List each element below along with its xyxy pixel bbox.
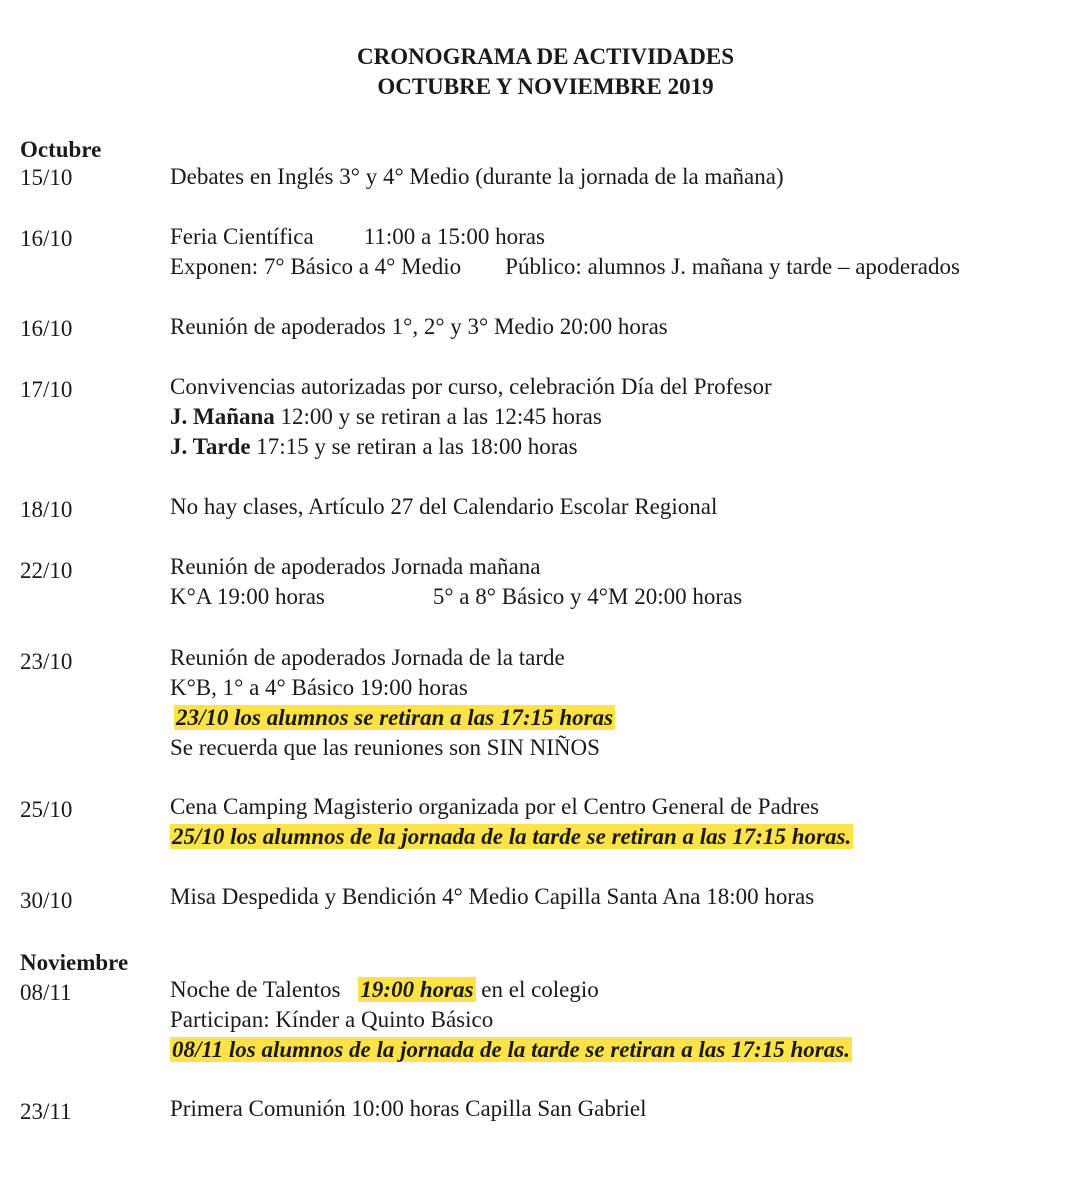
- event-date: 18/10: [20, 497, 73, 522]
- event-description: [170, 162, 784, 192]
- month-heading-november: Noviembre: [20, 950, 129, 975]
- event-line: Primera Comunión 10:00 horas Capilla San Gabriel: [170, 1096, 647, 1121]
- event-line: Misa Despedida y Bendición 4° Medio Capilla Santa Ana 18:00 horas: [170, 884, 815, 909]
- event-line: Feria Científica: [170, 224, 314, 249]
- event-line: Reunión de apoderados Jornada mañana: [170, 554, 541, 579]
- event-date: 17/10: [20, 377, 73, 402]
- event-line: Noche de Talentos: [170, 977, 341, 1002]
- event-date: 16/10: [20, 316, 73, 341]
- event-description: [170, 1094, 647, 1124]
- event-date: 15/10: [20, 165, 73, 190]
- event-line: Cena Camping Magisterio organizada por el Centro General de Padres: [170, 794, 820, 819]
- event-line: No hay clases, Artículo 27 del Calendario Escolar Regional: [170, 494, 718, 519]
- event-line: Exponen: 7° Básico a 4° Medio: [170, 254, 462, 279]
- event-date: 23/10: [20, 649, 73, 674]
- event-line: Reunión de apoderados Jornada de la tarde: [170, 645, 565, 670]
- event-line: Debates en Inglés 3° y 4° Medio (durante la jornada de la mañana): [170, 164, 784, 189]
- event-line: 12:00 y se retiran a las 12:45 horas: [274, 404, 602, 429]
- event-line: Reunión de apoderados 1°, 2° y 3° Medio 20:00 horas: [170, 314, 668, 339]
- event-line: 5° a 8° Básico y 4°M 20:00 horas: [432, 584, 743, 609]
- event-description: [170, 372, 772, 462]
- event-description: [170, 492, 717, 522]
- event-date: 23/11: [20, 1099, 72, 1124]
- event-date: 08/11: [20, 980, 72, 1005]
- event-line: en el colegio: [475, 977, 599, 1002]
- page-subtitle: OCTUBRE Y NOVIEMBRE 2019: [377, 74, 714, 99]
- event-line: Público: alumnos J. mañana y tarde – apoderados: [505, 254, 960, 279]
- event-date: 25/10: [20, 797, 73, 822]
- event-line: K°A 19:00 horas: [170, 584, 325, 609]
- highlighted-notice: 23/10 los alumnos se retiran a las 17:15 horas: [176, 705, 614, 730]
- event-description: [170, 312, 668, 342]
- event-date: 30/10: [20, 888, 73, 913]
- highlighted-notice: 25/10 los alumnos de la jornada de la tarde se retiran a las 17:15 horas.: [172, 824, 852, 849]
- event-line-bold: J. Mañana: [170, 404, 275, 429]
- month-heading-october: Octubre: [20, 137, 102, 162]
- event-date: 22/10: [20, 558, 73, 583]
- highlighted-time: 19:00 horas: [360, 977, 474, 1002]
- event-line: 17:15 y se retiran a las 18:00 horas: [250, 434, 578, 459]
- event-line-bold: J. Tarde: [170, 434, 251, 459]
- event-description: [170, 975, 852, 1065]
- highlighted-notice: 08/11 los alumnos de la jornada de la tarde se retiran a las 17:15 horas.: [172, 1037, 850, 1062]
- event-description: [170, 552, 742, 612]
- event-line: K°B, 1° a 4° Básico 19:00 horas: [170, 675, 468, 700]
- event-line: Participan: Kínder a Quinto Básico: [170, 1007, 494, 1032]
- event-line: Se recuerda que las reuniones son SIN NIÑOS: [170, 735, 600, 760]
- event-description: [170, 792, 853, 852]
- event-description: [170, 643, 615, 763]
- page-title: CRONOGRAMA DE ACTIVIDADES: [357, 44, 734, 69]
- event-line: 11:00 a 15:00 horas: [363, 224, 545, 249]
- event-description: [170, 882, 814, 912]
- event-date: 16/10: [20, 226, 73, 251]
- event-description: [170, 222, 960, 282]
- event-line: Convivencias autorizadas por curso, celebración Día del Profesor: [170, 374, 772, 399]
